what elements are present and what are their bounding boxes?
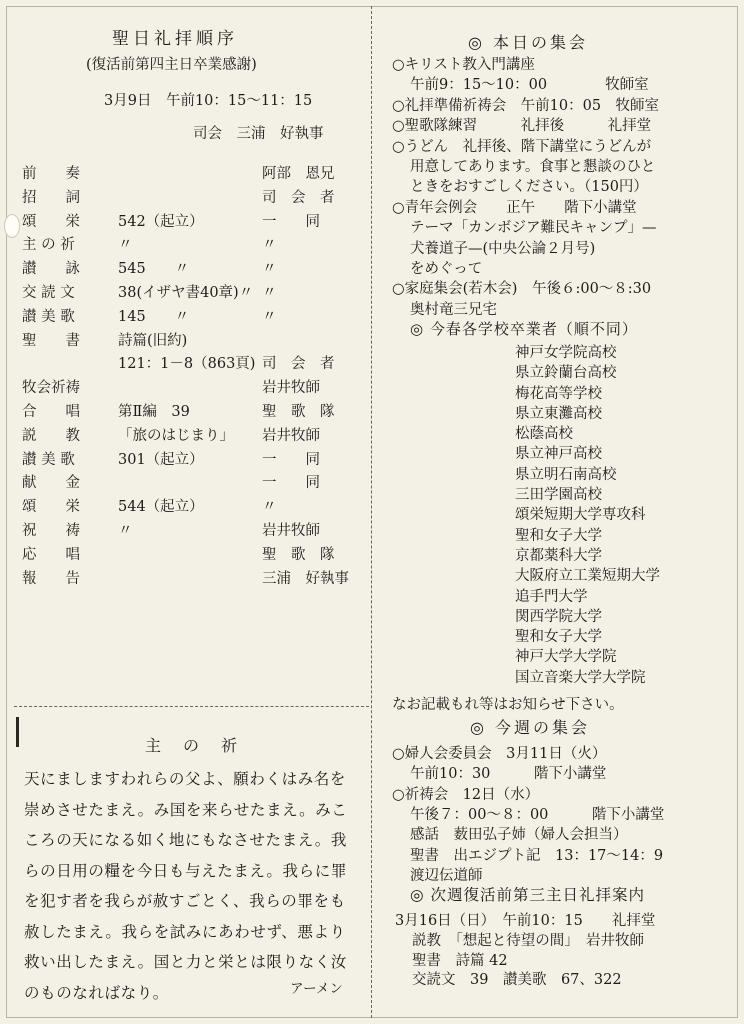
program-person: 岩井牧師 [262,380,320,397]
program-person: 阿部 恩兄 [262,166,335,182]
program-detail: 544（起立） [118,499,204,516]
program-row [22,305,362,325]
program-item: 前 奏 [22,166,80,182]
section-divider [14,706,369,707]
program-row [22,519,362,539]
program-item: 交 読 文 [22,285,75,301]
program-person: 岩井牧師 [262,427,320,444]
program-person: 〃 [262,261,277,278]
prayer-title: 主 の 祈 [145,736,241,755]
program-item: 説 教 [22,427,80,444]
program-detail: 545 〃 [118,261,190,278]
graduate-school: 県立明石南高校 [515,466,617,483]
service-date: 3月9日 午前10：15〜11：15 [104,93,313,109]
week-line: 感話 薮田弘子姉（婦人会担当） [410,827,628,844]
program-item: 聖 書 [22,332,80,349]
program-item: 頌 栄 [22,213,80,230]
program-row [22,281,362,301]
graduate-school: 大阪府立工業短期大学 [515,568,660,585]
graduate-school: 頌栄短期大学専攻科 [515,507,646,524]
program-row [22,233,362,253]
today-line: ときをおすごしください。（150円） [410,179,648,196]
graduate-school: 三田学園高校 [515,487,602,504]
program-row [22,400,362,420]
program-person: 一 同 [262,475,320,492]
program-item: 牧会祈祷 [22,380,80,397]
program-person: 聖 歌 隊 [262,404,335,420]
program-row [22,424,362,444]
service-subtitle: (復活前第四主日卒業感謝) [86,57,257,73]
program-item: 讃 美 歌 [22,451,75,468]
graduates-title: ◎ 今春各学校卒業者（順不同） [410,320,638,338]
program-item: 讃 美 歌 [22,308,75,325]
program-row [22,329,362,349]
program-detail: 542（起立） [118,213,204,230]
graduate-school: 松蔭高校 [515,426,573,443]
column-divider [371,6,373,1018]
program-person: 一 同 [262,451,320,468]
graduate-school: 神戸大学大学院 [515,649,617,666]
today-line: 午前9：15〜10：00 牧師室 [410,77,649,94]
program-person: 岩井牧師 [262,523,320,539]
program-row [22,567,362,587]
graduate-school: 聖和女子大学 [515,527,602,544]
today-line: ○キリスト教入門講座 [392,57,535,73]
program-detail: 145 〃 [118,308,190,325]
program-item: 応 唱 [22,546,80,563]
graduate-school: 県立神戸高校 [515,446,602,463]
program-item: 献 金 [22,475,80,492]
next-line: 説教 「想起と待望の間」 岩井牧師 [412,932,644,949]
graduate-school: 県立東灘高校 [515,405,602,422]
program-item: 主 の 祈 [22,237,75,254]
graduate-school: 聖和女子大学 [515,629,602,646]
program-detail: 「旅のはじまり」 [118,427,234,444]
week-title: ◎ 今週の集会 [470,718,591,737]
program-item: 頌 栄 [22,499,80,516]
graduate-school: 県立鈴蘭台高校 [515,365,617,382]
today-line: ○青年会例会 正午 階下小講堂 [392,199,637,216]
program-item: 報 告 [22,570,80,587]
today-line: ○家庭集会(若木会) 午後６:00〜８:30 [392,281,652,298]
next-line: 交読文 39 讃美歌 67、322 [412,972,622,989]
graduate-school: 関西学院大学 [515,608,602,625]
binder-hole [4,214,20,238]
program-detail: 〃 [118,523,133,539]
binder-mark [16,717,19,747]
graduate-school: 梅花高等学校 [515,385,602,402]
next-line: 聖書 詩篇 42 [412,952,508,969]
today-line: 犬養道子—(中央公論２月号) [410,240,596,257]
graduate-school: 神戸女学院高校 [515,345,617,361]
program-row [22,162,362,182]
program-person: 聖 歌 隊 [262,546,335,563]
program-row [22,352,362,372]
prayer-text: 天にましますわれらの父よ、願わくはみ名を崇めさせたまえ。み国を来らせたまえ。みこころの天になる如く地にもなさせたまえ。我らの日用の糧を今日も与えたまえ。我らに罪を犯す者を我らが赦すごとく、我らの罪をも赦したまえ。我らを試みにあわせず、悪より救い出したまえ。国と力と栄とは限りなく汝のものなればなり。 [24,770,348,1002]
program-row [22,495,362,515]
today-line: テーマ「カンボジア難民キャンプ」— [410,220,657,237]
graduate-school: 京都薬科大学 [515,547,602,564]
service-moderator: 司会 三浦 好執事 [193,126,324,142]
program-detail: 第Ⅱ編 39 [118,404,190,420]
today-line: 用意してあります。食事と懇談のひと [410,159,656,175]
program-item: 讃 詠 [22,261,80,278]
program-row [22,186,362,206]
next-week-title: ◎ 次週復活前第三主日礼拝案内 [410,886,645,904]
today-line: をめぐって [410,261,483,277]
week-line: ○祈祷会 12日（水） [392,786,540,803]
week-line: 午後７：00〜８：00 階下小講堂 [410,806,665,823]
today-line: ○うどん 礼拝後、階下講堂にうどんが [392,138,652,155]
today-line: ○礼拝準備祈祷会 午前10：05 牧師室 [392,97,660,114]
program-person: 一 同 [262,213,320,230]
program-item: 合 唱 [22,404,80,420]
today-title: ◎ 本日の集会 [468,33,589,52]
program-row [22,257,362,277]
program-person: 司 会 者 [262,356,335,373]
program-person: 〃 [262,285,277,301]
program-person: 三浦 好執事 [262,570,349,587]
today-line: ○聖歌隊練習 礼拝後 礼拝堂 [392,118,652,135]
program-person: 〃 [262,308,277,325]
program-row [22,210,362,230]
week-line: 渡辺伝道師 [410,867,483,884]
program-person: 〃 [262,499,277,516]
program-item: 祝 祷 [22,523,80,539]
program-detail: 121：1－8（863頁) [118,356,256,373]
program-detail: 38(イザヤ書40章)〃 [118,285,254,301]
program-item: 招 詞 [22,189,80,206]
program-row [22,543,362,563]
week-line: 聖書 出エジプト記 13：17〜14：9 [410,847,664,864]
program-detail: 301（起立） [118,451,204,468]
graduate-school: 追手門大学 [515,588,588,605]
week-line: ○婦人会委員会 3月11日（火） [392,746,607,762]
program-detail: 詩篇(旧約) [118,332,188,349]
program-person: 〃 [262,237,277,254]
service-title: 聖日礼拝順序 [112,29,238,49]
graduate-schools [515,343,660,688]
today-line: 奥村竜三兄宅 [410,301,497,318]
graduates-note: なお記載もれ等はお知らせ下さい。 [392,697,624,713]
program-row [22,471,362,491]
week-line: 午前10：30 階下小講堂 [410,766,607,783]
program-row [22,376,362,396]
prayer-amen: アーメン [290,981,343,997]
program-detail: 〃 [118,237,133,254]
graduate-school: 国立音楽大学大学院 [515,669,646,686]
next-line: 3月16日（日） 午前10：15 礼拝堂 [395,913,656,929]
program-person: 司 会 者 [262,189,335,206]
program-row [22,448,362,468]
